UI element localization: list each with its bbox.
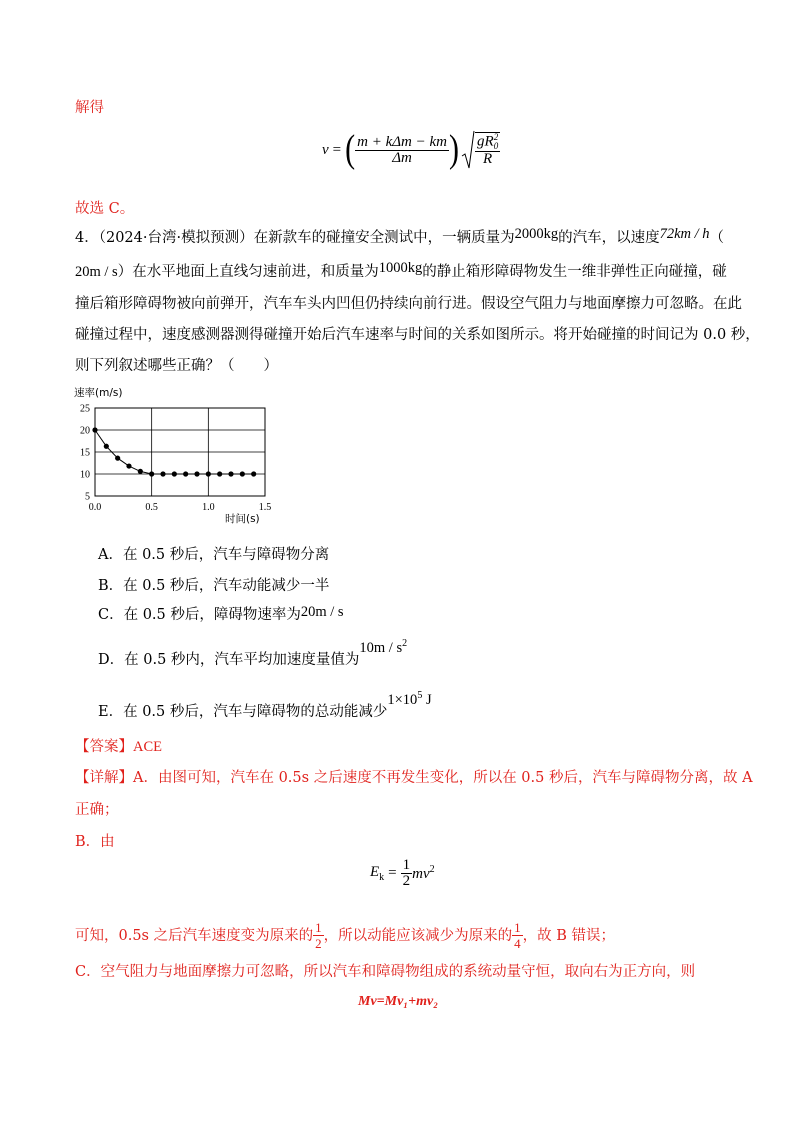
- x-tick-label: 1.0: [202, 502, 215, 513]
- option-d: [98, 638, 408, 670]
- detail-line-a: [75, 768, 753, 788]
- option-e-sup: 5: [417, 690, 423, 701]
- b-frac1-den: 2: [315, 936, 322, 951]
- mass-box: 1000: [378, 260, 408, 276]
- option-e-unit: J: [425, 691, 432, 708]
- speed2-unit: m / s: [89, 264, 118, 280]
- data-point: [115, 456, 120, 461]
- option-c-unit: m / s: [315, 604, 344, 620]
- answer-line: [75, 737, 162, 757]
- detail-line-b2: [75, 920, 615, 951]
- x-axis-label: 时间(s): [224, 513, 260, 525]
- data-point: [194, 471, 199, 476]
- option-c-text: C．在 0.5 秒后，障碍物速率为: [98, 607, 301, 623]
- y-tick-label: 20: [80, 425, 90, 437]
- data-point: [104, 444, 109, 449]
- velocity-equation: [322, 128, 500, 172]
- option-c-value: 20: [300, 604, 316, 620]
- data-point: [172, 471, 177, 476]
- answer-value: ACE: [133, 739, 162, 755]
- option-e-text: E．在 0.5 秒后，汽车与障碍物的总动能减少: [98, 703, 388, 720]
- option-e: [98, 690, 432, 722]
- option-d-sup: 2: [402, 638, 408, 649]
- q1-text-b: 的汽车，以速度: [558, 230, 660, 246]
- ek-den: 2: [402, 873, 411, 889]
- sqrt-expression: [461, 130, 500, 170]
- b-line-a: 可知，0.5s 之后汽车速度变为原来的: [75, 927, 314, 944]
- option-a: A．在 0.5 秒后，汽车与障碍物分离: [98, 547, 330, 563]
- option-e-math: [387, 692, 431, 708]
- option-d-math: [359, 640, 407, 656]
- b-frac1-num: 1: [315, 920, 322, 935]
- ek-equals: =: [388, 865, 397, 881]
- kinetic-energy-equation: [370, 858, 435, 889]
- sqrt-fraction: [475, 132, 500, 167]
- x-tick-label: 0.5: [145, 502, 158, 513]
- ek-rhs: [412, 864, 435, 883]
- data-point: [251, 471, 256, 476]
- x-tick-label: 1.5: [258, 502, 272, 513]
- option-e-value: 1×10: [387, 691, 418, 708]
- eq-fraction: [355, 135, 449, 166]
- question-line-2: [75, 262, 727, 282]
- option-c: [98, 605, 344, 625]
- sqrt-sup: 2: [493, 131, 499, 142]
- sqrt-sub: 0: [493, 140, 499, 151]
- right-paren: ): [449, 127, 460, 171]
- data-point: [206, 471, 211, 476]
- y-tick-label: 5: [85, 491, 90, 503]
- ek-symbol: E: [370, 864, 380, 880]
- q1-text-c: （: [709, 230, 725, 246]
- detail-line-a2: 正确；: [75, 802, 119, 818]
- q2-text-b: 的静止箱形障碍物发生一维非弹性正向碰撞，碰: [422, 264, 727, 280]
- data-point: [149, 471, 154, 476]
- q2-text-a: ）在水平地面上直线匀速前进，和质量为: [117, 264, 379, 280]
- sqrt-denominator: R: [483, 150, 493, 167]
- q1-text-a: 4．（2024·台湾·模拟预测）在新款车的碰撞安全测试中，一辆质量为: [75, 230, 515, 246]
- b-frac2-num: 1: [514, 920, 521, 935]
- b-frac-half: [313, 920, 324, 951]
- data-point: [92, 427, 97, 432]
- eq-lhs: v: [322, 141, 329, 158]
- eq-denominator: Δm: [392, 149, 412, 166]
- ek-num: 1: [402, 857, 411, 873]
- sqrt-sign-icon: [461, 130, 475, 170]
- eq-numerator: m + kΔm − km: [357, 133, 448, 150]
- ek-fraction: [401, 858, 413, 889]
- speed: 72: [659, 226, 675, 242]
- b-frac-quarter: [512, 920, 523, 951]
- data-point: [183, 471, 188, 476]
- speed-time-chart: [70, 382, 280, 532]
- solution-intro: 解得: [75, 100, 104, 116]
- question-line-1: [75, 228, 724, 248]
- y-tick-label: 10: [80, 469, 90, 481]
- option-d-unit: m / s: [373, 639, 403, 656]
- mass-car-unit: kg: [543, 226, 559, 242]
- option-d-text: D．在 0.5 秒内，汽车平均加速度量值为: [98, 651, 360, 668]
- detail-line-b: B．由: [75, 834, 115, 850]
- left-paren: (: [345, 127, 356, 171]
- b-frac2-den: 4: [514, 936, 521, 951]
- data-point: [228, 471, 233, 476]
- data-point: [126, 463, 131, 468]
- data-point: [240, 471, 245, 476]
- conclusion: 故选 C。: [75, 201, 135, 217]
- data-point: [217, 471, 222, 476]
- question-line-3: 撞后箱形障碍物被向前弹开，汽车车头内凹但仍持续向前行进。假设空气阻力与地面摩擦力可忽略。在此: [75, 296, 742, 312]
- detail-a-text: A．由图可知，汽车在 0.5s 之后速度不再发生变化，所以在 0.5 秒后，汽车与障碍物分离，故 A: [133, 770, 753, 786]
- x-tick-label: 0.0: [88, 502, 102, 513]
- y-tick-label: 25: [80, 403, 90, 415]
- ek-rhs-text: mv: [412, 866, 430, 882]
- momentum-equation: Mv=Mv₁+mv₂: [358, 994, 439, 1009]
- data-point: [160, 471, 165, 476]
- ek-sub: k: [379, 872, 385, 883]
- b-line-c: ，故 B 错误；: [522, 927, 615, 944]
- ek-lhs: [370, 864, 384, 883]
- b-line-b: ，所以动能应该减少为原来的: [323, 927, 513, 944]
- mass-box-unit: kg: [407, 260, 423, 276]
- question-line-4: 碰撞过程中，速度感测器测得碰撞开始后汽车速率与时间的关系如图所示。将开始碰撞的时间记为 0.0 秒，: [75, 327, 760, 343]
- question-line-5: 则下列叙述哪些正确？（ ）: [75, 358, 278, 374]
- ek-sup: 2: [429, 864, 435, 875]
- eq-equals: =: [332, 141, 342, 158]
- speed2: 20: [75, 264, 90, 280]
- detail-line-c: C．空气阻力与地面摩擦力可忽略，所以汽车和障碍物组成的系统动量守恒，取向右为正方向，则: [75, 964, 696, 980]
- option-d-value: 10: [359, 639, 374, 656]
- mass-car: 2000: [514, 226, 544, 242]
- speed-unit: km / h: [674, 226, 710, 242]
- sqrt-numerator: gR: [477, 132, 494, 149]
- y-axis-label: 速率(m/s): [74, 387, 123, 399]
- option-b: B．在 0.5 秒后，汽车动能减少一半: [98, 578, 330, 594]
- data-point: [138, 469, 143, 474]
- y-tick-label: 15: [80, 447, 90, 459]
- detail-label: 【详解】: [75, 770, 133, 786]
- answer-label: 【答案】: [75, 739, 133, 755]
